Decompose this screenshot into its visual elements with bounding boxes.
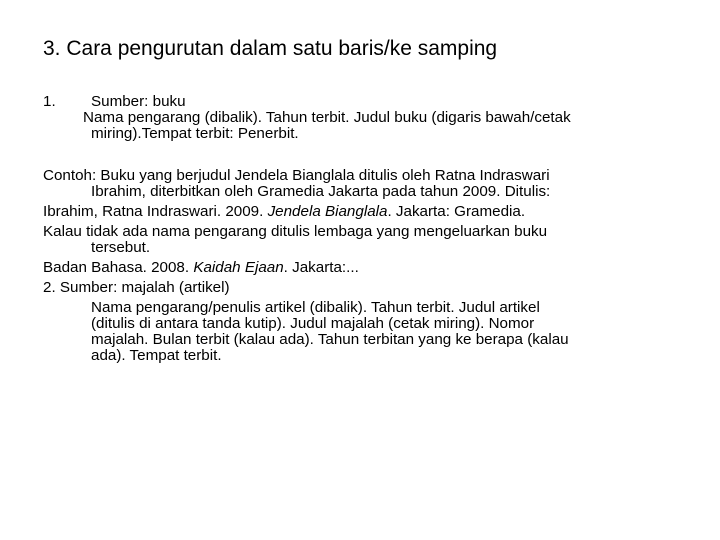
item1-number: 1. [43,93,56,110]
slide-title: 3. Cara pengurutan dalam satu baris/ke samping [43,37,498,60]
item2-line1: Nama pengarang/penulis artikel (dibalik). Tahun terbit. Judul artikel [91,299,540,316]
contoh-ref-suffix: . Jakarta: Gramedia. [387,203,526,220]
item2-line3: majalah. Bulan terbit (kalau ada). Tahun terbitan yang ke berapa (kalau [91,331,569,348]
item1-line1: Nama pengarang (dibalik). Tahun terbit. Judul buku (digaris bawah/cetak [83,109,571,126]
item1-line2: miring).Tempat terbit: Penerbit. [91,125,299,142]
lembaga-ref-prefix: Badan Bahasa. 2008. [43,259,194,276]
spacer [43,142,683,168]
lembaga-line2: tersebut. [91,239,151,256]
slide-body [43,94,683,364]
item1-heading: Sumber: buku [91,93,186,110]
lembaga-ref-title: Kaidah Ejaan [193,259,284,276]
contoh-line2: Ibrahim, diterbitkan oleh Gramedia Jakarta pada tahun 2009. Ditulis: [91,183,551,200]
item2-line4: ada). Tempat terbit. [91,347,222,364]
contoh-ref-prefix: Ibrahim, Ratna Indraswari. 2009. [43,203,268,220]
item2-heading: 2. Sumber: majalah (artikel) [43,279,230,296]
lembaga-reference [43,260,683,276]
item2-line2: (ditulis di antara tanda kutip). Judul majalah (cetak miring). Nomor [91,315,535,332]
contoh-reference [43,204,683,220]
lembaga-ref-suffix: . Jakarta:... [283,259,359,276]
lembaga-line1: Kalau tidak ada nama pengarang ditulis lembaga yang mengeluarkan buku [43,223,548,240]
contoh-line1: Contoh: Buku yang berjudul Jendela Bianglala ditulis oleh Ratna Indraswari [43,167,550,184]
item1-heading-row [43,94,683,110]
contoh-ref-title: Jendela Bianglala [267,203,388,220]
